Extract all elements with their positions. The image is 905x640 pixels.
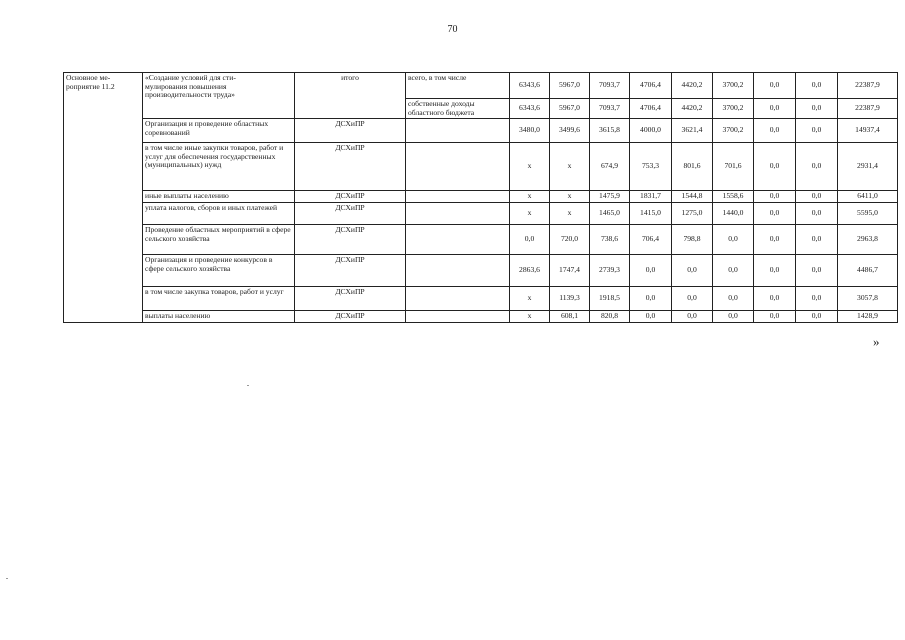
year-value-cell: 701,6 xyxy=(713,143,754,191)
year-value-cell: 801,6 xyxy=(672,143,713,191)
year-value-cell: 0,0 xyxy=(713,255,754,287)
year-value-cell: 0,0 xyxy=(796,191,838,203)
year-value-cell: 0,0 xyxy=(796,287,838,311)
year-value-cell: 7093,7 xyxy=(590,99,630,119)
year-value-cell: 1465,0 xyxy=(590,203,630,225)
year-value-cell: 3700,2 xyxy=(713,99,754,119)
activity-description: в том числе иные закупки товаров, работ и услуг для обеспечения государственных (муниципальных) нужд xyxy=(143,143,295,191)
funding-source-cell xyxy=(406,311,510,323)
year-value-cell: 0,0 xyxy=(796,203,838,225)
funding-source-cell xyxy=(406,225,510,255)
closing-quote-mark: » xyxy=(873,334,880,349)
budget-table xyxy=(63,72,898,323)
year-value-cell: 674,9 xyxy=(590,143,630,191)
year-value-cell: 706,4 xyxy=(630,225,672,255)
total-value-cell: 2931,4 xyxy=(838,143,898,191)
funding-source-cell xyxy=(406,119,510,143)
year-value-cell: х xyxy=(550,143,590,191)
year-value-cell: 0,0 xyxy=(630,287,672,311)
year-value-cell: 0,0 xyxy=(796,225,838,255)
year-value-cell: 0,0 xyxy=(510,225,550,255)
year-value-cell: 1275,0 xyxy=(672,203,713,225)
year-value-cell: 5967,0 xyxy=(550,99,590,119)
table-row xyxy=(64,225,898,255)
activity-description: Организация и проведение областных соревнований xyxy=(143,119,295,143)
year-value-cell: 0,0 xyxy=(713,225,754,255)
year-value-cell: 1544,8 xyxy=(672,191,713,203)
executor-cell: ДСХиПР xyxy=(295,191,406,203)
year-value-cell: 0,0 xyxy=(754,191,796,203)
activity-description: Организация и проведение конкурсов в сфере сельского хозяйства xyxy=(143,255,295,287)
activity-description: Проведение областных мероприятий в сфере сельского хозяйства xyxy=(143,225,295,255)
total-value-cell: 1428,9 xyxy=(838,311,898,323)
year-value-cell: х xyxy=(510,143,550,191)
year-value-cell: 0,0 xyxy=(796,73,838,99)
activity-description: в том числе закупка товаров, работ и услуг xyxy=(143,287,295,311)
year-value-cell: 4706,4 xyxy=(630,73,672,99)
year-value-cell: 0,0 xyxy=(754,203,796,225)
total-value-cell: 4486,7 xyxy=(838,255,898,287)
funding-source-cell xyxy=(406,191,510,203)
year-value-cell: 0,0 xyxy=(796,311,838,323)
table-row xyxy=(64,255,898,287)
table-row xyxy=(64,119,898,143)
funding-source-cell xyxy=(406,255,510,287)
year-value-cell: 0,0 xyxy=(630,255,672,287)
year-value-cell: 0,0 xyxy=(754,255,796,287)
year-value-cell: 0,0 xyxy=(796,99,838,119)
year-value-cell: 3700,2 xyxy=(713,73,754,99)
year-value-cell: 3615,8 xyxy=(590,119,630,143)
year-value-cell: 0,0 xyxy=(754,119,796,143)
year-value-cell: 2739,3 xyxy=(590,255,630,287)
table-row xyxy=(64,191,898,203)
year-value-cell: 798,8 xyxy=(672,225,713,255)
funding-source-cell xyxy=(406,203,510,225)
year-value-cell: х xyxy=(510,311,550,323)
year-value-cell: 720,0 xyxy=(550,225,590,255)
year-value-cell: 0,0 xyxy=(796,255,838,287)
year-value-cell: 1440,0 xyxy=(713,203,754,225)
executor-cell: ДСХиПР xyxy=(295,203,406,225)
year-value-cell: 1415,0 xyxy=(630,203,672,225)
year-value-cell: 1831,7 xyxy=(630,191,672,203)
year-value-cell: х xyxy=(510,287,550,311)
year-value-cell: 0,0 xyxy=(754,99,796,119)
funding-source-cell xyxy=(406,287,510,311)
activity-description: иные выплаты населению xyxy=(143,191,295,203)
measure-label: Основное ме- роприятие 11.2 xyxy=(64,73,143,323)
year-value-cell: 738,6 xyxy=(590,225,630,255)
year-value-cell: 0,0 xyxy=(754,311,796,323)
year-value-cell: 3700,2 xyxy=(713,119,754,143)
total-value-cell: 22387,9 xyxy=(838,73,898,99)
scan-speck xyxy=(6,578,8,579)
year-value-cell: 0,0 xyxy=(672,287,713,311)
year-value-cell: 608,1 xyxy=(550,311,590,323)
year-value-cell: 1139,3 xyxy=(550,287,590,311)
executor-cell: ДСХиПР xyxy=(295,143,406,191)
year-value-cell: 0,0 xyxy=(630,311,672,323)
total-value-cell: 3057,8 xyxy=(838,287,898,311)
year-value-cell: 820,8 xyxy=(590,311,630,323)
year-value-cell: 0,0 xyxy=(796,143,838,191)
year-value-cell: 3621,4 xyxy=(672,119,713,143)
year-value-cell: 753,3 xyxy=(630,143,672,191)
year-value-cell: 4000,0 xyxy=(630,119,672,143)
year-value-cell: 4420,2 xyxy=(672,73,713,99)
measure-name: «Создание условий для сти- мулирования повышения производительности труда» xyxy=(143,73,295,119)
year-value-cell: 0,0 xyxy=(672,311,713,323)
year-value-cell: 1918,5 xyxy=(590,287,630,311)
year-value-cell: 0,0 xyxy=(672,255,713,287)
year-value-cell: 6343,6 xyxy=(510,73,550,99)
total-value-cell: 22387,9 xyxy=(838,99,898,119)
year-value-cell: х xyxy=(550,191,590,203)
executor-cell: ДСХиПР xyxy=(295,119,406,143)
year-value-cell: 1747,4 xyxy=(550,255,590,287)
activity-description: уплата налогов, сборов и иных платежей xyxy=(143,203,295,225)
total-value-cell: 5595,0 xyxy=(838,203,898,225)
table-row xyxy=(64,203,898,225)
activity-description: выплаты населению xyxy=(143,311,295,323)
year-value-cell: х xyxy=(510,191,550,203)
year-value-cell: 0,0 xyxy=(754,225,796,255)
year-value-cell: 1558,6 xyxy=(713,191,754,203)
year-value-cell: 5967,0 xyxy=(550,73,590,99)
year-value-cell: 0,0 xyxy=(713,287,754,311)
year-value-cell: х xyxy=(550,203,590,225)
year-value-cell: 0,0 xyxy=(754,143,796,191)
page-number: 70 xyxy=(447,24,458,35)
table-row xyxy=(64,287,898,311)
executor-cell: ДСХиПР xyxy=(295,225,406,255)
table-row xyxy=(64,311,898,323)
total-value-cell: 2963,8 xyxy=(838,225,898,255)
year-value-cell: 1475,9 xyxy=(590,191,630,203)
year-value-cell: 2863,6 xyxy=(510,255,550,287)
executor-cell: ДСХиПР xyxy=(295,311,406,323)
executor-cell: ДСХиПР xyxy=(295,287,406,311)
funding-source-cell xyxy=(406,143,510,191)
year-value-cell: 3480,0 xyxy=(510,119,550,143)
executor-cell: ДСХиПР xyxy=(295,255,406,287)
year-value-cell: 0,0 xyxy=(796,119,838,143)
year-value-cell: 6343,6 xyxy=(510,99,550,119)
funding-source-cell: собственные доходы областного бюджета xyxy=(406,99,510,119)
year-value-cell: 4420,2 xyxy=(672,99,713,119)
year-value-cell: 3499,6 xyxy=(550,119,590,143)
scan-speck xyxy=(247,385,249,386)
year-value-cell: 0,0 xyxy=(754,287,796,311)
executor-cell: итого xyxy=(295,73,406,119)
year-value-cell: 7093,7 xyxy=(590,73,630,99)
year-value-cell: 0,0 xyxy=(754,73,796,99)
year-value-cell: 0,0 xyxy=(713,311,754,323)
year-value-cell: 4706,4 xyxy=(630,99,672,119)
year-value-cell: х xyxy=(510,203,550,225)
total-value-cell: 14937,4 xyxy=(838,119,898,143)
table-row xyxy=(64,143,898,191)
total-value-cell: 6411,0 xyxy=(838,191,898,203)
table-row xyxy=(64,73,898,99)
funding-source-cell: всего, в том числе xyxy=(406,73,510,99)
